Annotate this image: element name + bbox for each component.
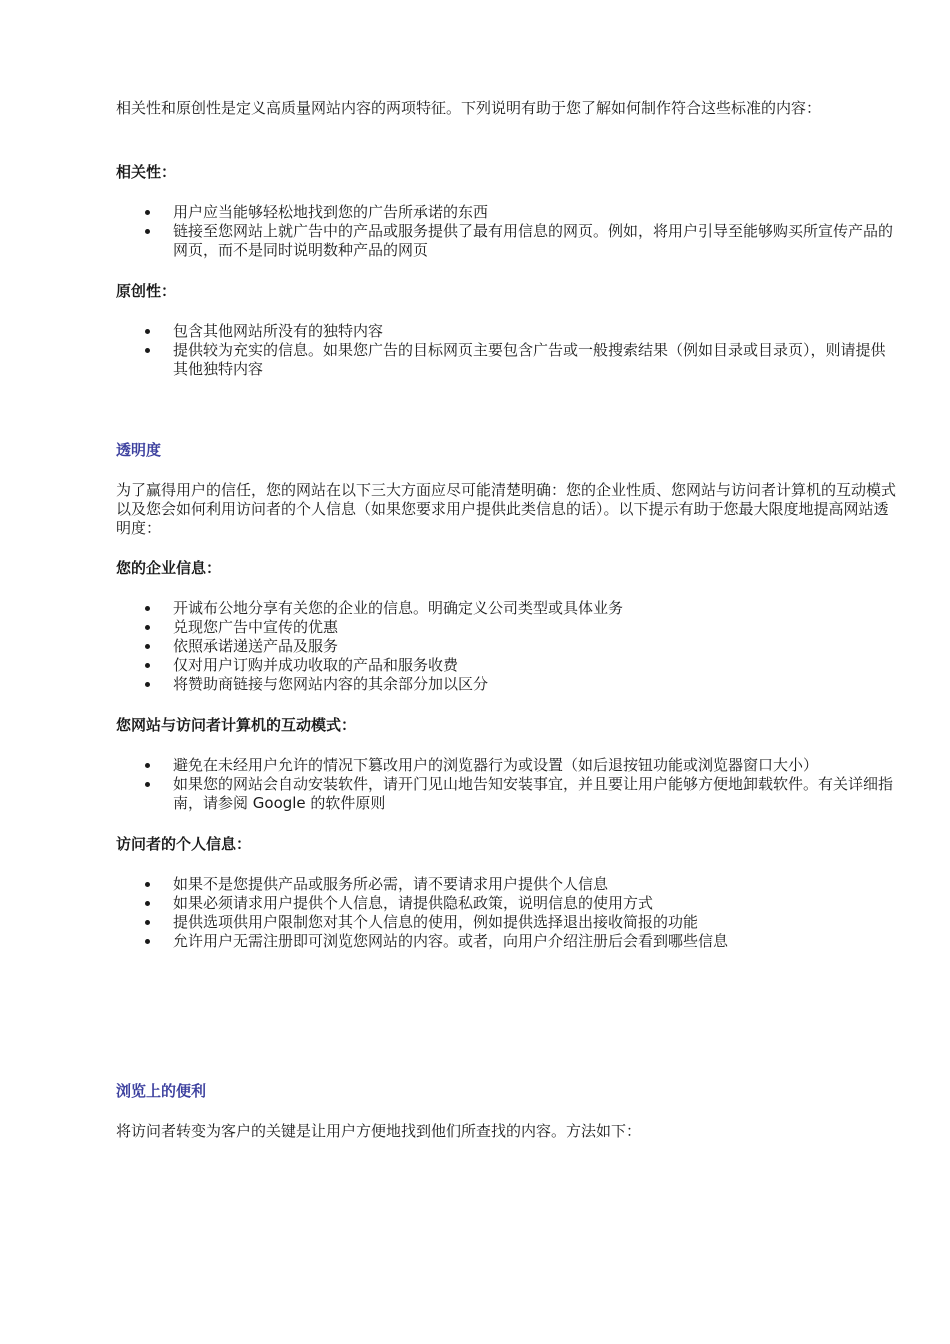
relevance-heading: 相关性：: [116, 163, 177, 181]
list-item: 允许用户无需注册即可浏览您网站的内容。或者，向用户介绍注册后会看到哪些信息: [116, 932, 896, 951]
navigation-title: 浏览上的便利: [116, 1082, 207, 1100]
list-item: 如果必须请求用户提供个人信息，请提供隐私政策，说明信息的使用方式: [116, 894, 896, 913]
personal-info-heading: 访问者的个人信息：: [116, 835, 252, 853]
relevance-list: [116, 203, 896, 260]
business-info-list: [116, 599, 896, 694]
business-info-heading: 您的企业信息：: [116, 559, 222, 577]
spacer: [116, 951, 896, 1082]
interaction-heading: 您网站与访问者计算机的互动模式：: [116, 716, 357, 734]
list-item: 开诚布公地分享有关您的企业的信息。明确定义公司类型或具体业务: [116, 599, 896, 618]
list-item: 如果不是您提供产品或服务所必需，请不要请求用户提供个人信息: [116, 875, 896, 894]
intro-paragraph: 相关性和原创性是定义高质量网站内容的两项特征。下列说明有助于您了解如何制作符合这些标准的内容：: [116, 99, 822, 117]
list-item: 提供较为充实的信息。如果您广告的目标网页主要包含广告或一般搜索结果（例如目录或目录页），则请提供其他独特内容: [116, 341, 896, 379]
list-item: 链接至您网站上就广告中的产品或服务提供了最有用信息的网页。例如，将用户引导至能够购买所宣传产品的网页，而不是同时说明数种产品的网页: [116, 222, 896, 260]
list-item: 依照承诺递送产品及服务: [116, 637, 896, 656]
originality-list: [116, 322, 896, 379]
document-page: [116, 99, 896, 1141]
list-item: 将赞助商链接与您网站内容的其余部分加以区分: [116, 675, 896, 694]
personal-info-list: [116, 875, 896, 951]
transparency-intro: 为了赢得用户的信任，您的网站在以下三大方面应尽可能清楚明确：您的企业性质、您网站与访问者计算机的互动模式以及您会如何利用访问者的个人信息（如果您要求用户提供此类信息的话）。以下提示有助于您最大限度地提高网站透明度：: [116, 481, 897, 537]
list-item: 提供选项供用户限制您对其个人信息的使用，例如提供选择退出接收简报的功能: [116, 913, 896, 932]
list-item: 用户应当能够轻松地找到您的广告所承诺的东西: [116, 203, 896, 222]
list-item: 仅对用户订购并成功收取的产品和服务收费: [116, 656, 896, 675]
spacer: [116, 379, 896, 441]
transparency-title: 透明度: [116, 441, 162, 459]
list-item: 如果您的网站会自动安装软件，请开门见山地告知安装事宜，并且要让用户能够方便地卸载软件。有关详细指南，请参阅 Google 的软件原则: [116, 775, 896, 813]
interaction-list: [116, 756, 896, 813]
list-item: 兑现您广告中宣传的优惠: [116, 618, 896, 637]
originality-heading: 原创性：: [116, 282, 177, 300]
list-item: 避免在未经用户允许的情况下篡改用户的浏览器行为或设置（如后退按钮功能或浏览器窗口大小）: [116, 756, 896, 775]
list-item: 包含其他网站所没有的独特内容: [116, 322, 896, 341]
navigation-intro: 将访问者转变为客户的关键是让用户方便地找到他们所查找的内容。方法如下：: [116, 1122, 642, 1140]
